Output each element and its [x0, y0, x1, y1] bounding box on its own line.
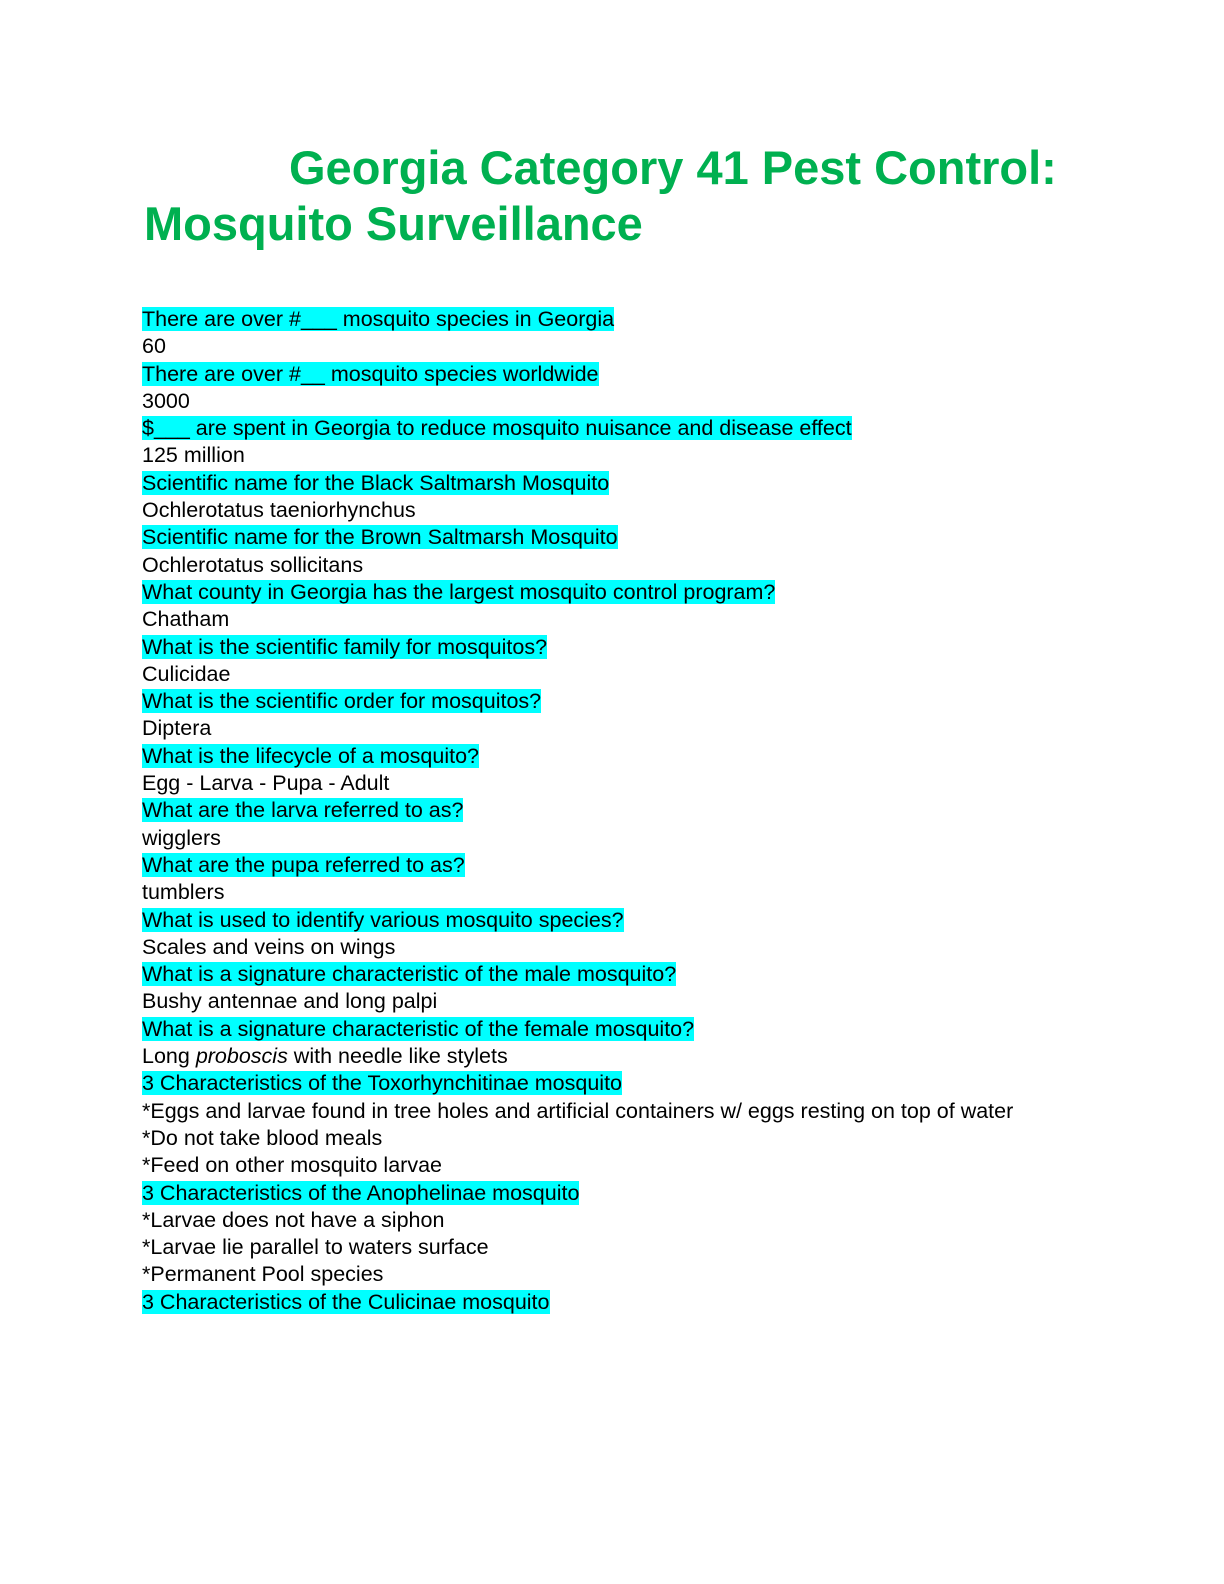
- answer: [142, 661, 1072, 688]
- question: [142, 1070, 1072, 1097]
- qa-item: [142, 579, 1072, 634]
- question: [142, 470, 1072, 497]
- question-text: What county in Georgia has the largest mosquito control program?: [142, 579, 776, 604]
- answer-line: Culicidae: [142, 661, 231, 686]
- question-text: 3 Characteristics of the Anophelinae mosquito: [142, 1180, 580, 1205]
- answer-text-italic: proboscis: [195, 1044, 288, 1069]
- answer-line: Diptera: [142, 716, 212, 741]
- question: [142, 743, 1072, 770]
- question: [142, 907, 1072, 934]
- answer: [142, 879, 1072, 906]
- question: [142, 306, 1072, 333]
- question-text: What is the lifecycle of a mosquito?: [142, 743, 479, 768]
- question: [142, 852, 1072, 879]
- answer-line: *Eggs and larvae found in tree holes and artificial containers w/ eggs resting on top of water: [142, 1098, 1014, 1123]
- answer-line: Bushy antennae and long palpi: [142, 989, 438, 1014]
- answer-line: 125 million: [142, 443, 245, 468]
- answer: [142, 333, 1072, 360]
- answer-text-post: with needle like stylets: [287, 1044, 508, 1069]
- qa-item: [142, 797, 1072, 852]
- question-text: What is the scientific order for mosquitos?: [142, 689, 542, 714]
- answer-line: *Permanent Pool species: [142, 1262, 384, 1287]
- answer: [142, 552, 1072, 579]
- question: [142, 1016, 1072, 1043]
- qa-item: [142, 743, 1072, 798]
- question: [142, 1180, 1072, 1207]
- qa-item: [142, 1289, 1072, 1316]
- document-title: [144, 140, 1084, 252]
- answer-line: *Larvae lie parallel to waters surface: [142, 1235, 489, 1260]
- question-text: What is a signature characteristic of the female mosquito?: [142, 1016, 695, 1041]
- answer: [142, 825, 1072, 852]
- question: [142, 961, 1072, 988]
- qa-item: [142, 688, 1072, 743]
- answer: [142, 442, 1072, 469]
- question: [142, 688, 1072, 715]
- question-answer-list: [142, 306, 1072, 1316]
- qa-item: [142, 415, 1072, 470]
- question-text: Scientific name for the Brown Saltmarsh Mosquito: [142, 525, 618, 550]
- answer-line: Scales and veins on wings: [142, 934, 396, 959]
- answer: [142, 988, 1072, 1015]
- answer: [142, 934, 1072, 961]
- qa-item: [142, 852, 1072, 907]
- question: [142, 415, 1072, 442]
- question-text: What are the larva referred to as?: [142, 798, 464, 823]
- qa-item: [142, 470, 1072, 525]
- answer-line: wigglers: [142, 825, 221, 850]
- answer: [142, 388, 1072, 415]
- answer-line: tumblers: [142, 880, 225, 905]
- answer: [142, 770, 1072, 797]
- answer-line: *Larvae does not have a siphon: [142, 1207, 445, 1232]
- question: [142, 361, 1072, 388]
- answer-text-pre: Long: [142, 1044, 196, 1069]
- question-text: What is used to identify various mosquito species?: [142, 907, 624, 932]
- question: [142, 1289, 1072, 1316]
- answer-line: *Do not take blood meals: [142, 1125, 383, 1150]
- qa-item: [142, 961, 1072, 1016]
- title-line-2: Mosquito Surveillance: [144, 197, 643, 250]
- answer-line: Ochlerotatus sollicitans: [142, 552, 364, 577]
- question-text: 3 Characteristics of the Culicinae mosquito: [142, 1289, 550, 1314]
- qa-item: [142, 361, 1072, 416]
- question-text: 3 Characteristics of the Toxorhynchitinae mosquito: [142, 1071, 623, 1096]
- answer: [142, 606, 1072, 633]
- answer-line: Egg - Larva - Pupa - Adult: [142, 771, 390, 796]
- qa-item: [142, 306, 1072, 361]
- answer: [142, 1207, 1072, 1289]
- answer: [142, 1098, 1072, 1180]
- qa-item: [142, 907, 1072, 962]
- question: [142, 634, 1072, 661]
- question: [142, 524, 1072, 551]
- question-text: There are over #___ mosquito species in Georgia: [142, 307, 615, 331]
- qa-item: [142, 634, 1072, 689]
- question-text: There are over #__ mosquito species worldwide: [142, 361, 599, 386]
- question: [142, 797, 1072, 824]
- answer: [142, 715, 1072, 742]
- answer-line: Ochlerotatus taeniorhynchus: [142, 498, 416, 523]
- answer-line: [142, 1043, 1072, 1070]
- question: [142, 579, 1072, 606]
- question-text: Scientific name for the Black Saltmarsh Mosquito: [142, 470, 610, 495]
- qa-item: [142, 1016, 1072, 1071]
- answer-line: *Feed on other mosquito larvae: [142, 1153, 442, 1178]
- qa-item: [142, 524, 1072, 579]
- question-text: What are the pupa referred to as?: [142, 852, 465, 877]
- qa-item: [142, 1180, 1072, 1289]
- answer: [142, 497, 1072, 524]
- question-text: What is the scientific family for mosquitos?: [142, 634, 548, 659]
- qa-item: [142, 1070, 1072, 1179]
- title-line-1: Georgia Category 41 Pest Control:: [289, 141, 1057, 194]
- question-text: What is a signature characteristic of the male mosquito?: [142, 962, 677, 987]
- answer-line: 3000: [142, 388, 190, 413]
- answer-line: Chatham: [142, 607, 230, 632]
- answer-line: 60: [142, 334, 166, 359]
- answer: [142, 1043, 1072, 1070]
- question-text: $___ are spent in Georgia to reduce mosquito nuisance and disease effect: [142, 416, 852, 441]
